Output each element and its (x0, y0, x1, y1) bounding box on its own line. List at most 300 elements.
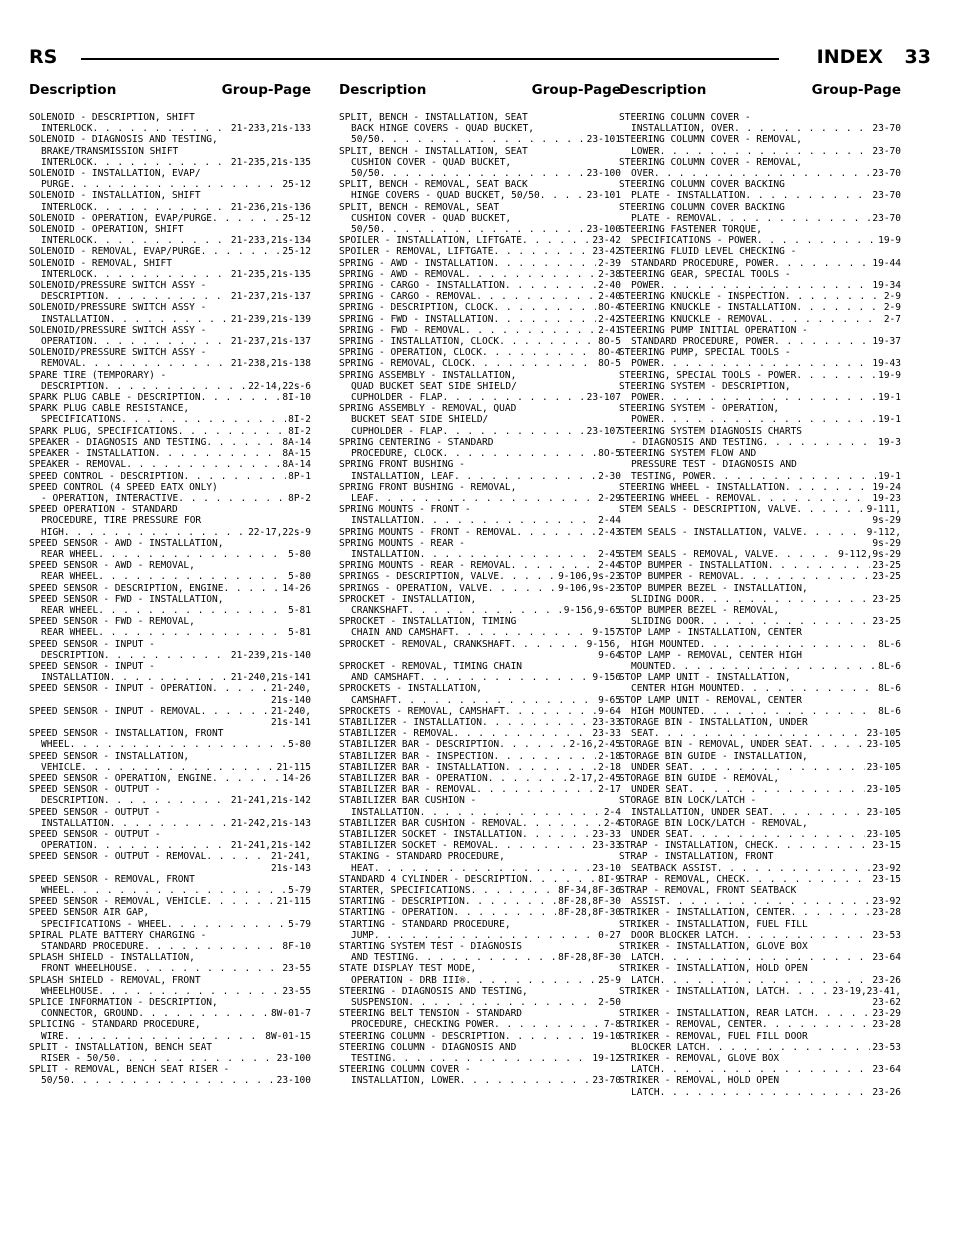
entry-last-line (619, 358, 901, 369)
index-entry (619, 493, 901, 504)
entry-last-line (29, 291, 311, 302)
group-page-ref: 23-107 (586, 392, 621, 404)
group-page-ref: 23-101 (586, 190, 621, 202)
leader-dots (443, 426, 585, 437)
entry-text-line: UNDER SEAT (631, 784, 689, 796)
index-entry (339, 795, 621, 817)
index-entry (619, 1031, 901, 1053)
entry-text-line: STATE DISPLAY TEST MODE, (339, 963, 477, 975)
group-page-ref-continued: 21s-141 (270, 716, 311, 728)
entry-text-line: STANDARD PROCEDURE (41, 941, 144, 953)
index-entry (29, 1042, 311, 1064)
group-page-ref: 9-106,9s-23 (558, 571, 621, 583)
index-entry (29, 930, 311, 952)
entry-last-line (619, 123, 901, 134)
entry-text-line: BLOCKER LATCH (631, 1041, 706, 1053)
group-page-ref: 21-237,21s-137 (230, 336, 311, 348)
entry-last-line (29, 896, 311, 907)
group-page-ref: 23-70 (592, 1075, 621, 1087)
entry-last-line (29, 527, 311, 538)
index-entry (339, 235, 621, 246)
group-page-ref: 2-4 (603, 806, 621, 818)
group-page-ref: 21-240,21s-141 (230, 672, 311, 684)
group-page-ref: 5-81 (288, 627, 311, 639)
group-page-ref: 9-112, (866, 526, 901, 538)
entry-text-line: SPRING - REMOVAL, CLOCK (339, 358, 471, 370)
group-page-ref: 2-9 (883, 291, 901, 303)
group-page-ref: 23-92 (872, 862, 901, 874)
group-page-ref: 8A-14 (282, 459, 311, 471)
group-page-ref: 2-39 (598, 257, 621, 269)
index-entry (29, 851, 311, 873)
index-entry (339, 885, 621, 896)
index-entry (29, 224, 311, 246)
leader-dots (374, 863, 591, 874)
leader-dots (493, 246, 590, 257)
entry-text-line: SPEED SENSOR - OUTPUT - REMOVAL (29, 851, 207, 863)
leader-dots (126, 459, 280, 470)
index-entry (619, 224, 901, 246)
entry-last-line (619, 504, 901, 515)
group-page-ref: 2-44 (598, 515, 621, 527)
group-page-ref-continued: 23-62 (872, 997, 901, 1009)
group-page-ref: 23-105 (866, 739, 901, 751)
leader-dots (739, 571, 870, 582)
entry-last-line (29, 683, 311, 694)
index-entry (29, 874, 311, 896)
group-page-ref: 23-42 (592, 235, 621, 247)
entry-list (29, 112, 311, 1087)
group-page-ref: 5-80 (288, 571, 311, 583)
entry-text-line: SPEED SENSOR - OUTPUT - (29, 784, 161, 796)
group-page-ref: 21-241,21s-142 (230, 840, 311, 852)
entry-last-line (339, 695, 621, 706)
entry-last-line (29, 179, 311, 190)
entry-last-line (619, 661, 901, 672)
entry-last-line (29, 650, 311, 661)
leader-dots (81, 762, 275, 773)
leader-dots (717, 863, 871, 874)
group-page-ref: 23-70 (872, 123, 901, 135)
leader-dots (420, 515, 596, 526)
entry-text-line: STEERING COLUMN COVER - REMOVAL, (619, 156, 803, 168)
group-page-ref: 14-26 (282, 582, 311, 594)
entry-text-line: VEHICLE (41, 761, 82, 773)
entry-last-line (339, 639, 621, 650)
entry-last-line (339, 258, 621, 269)
entry-text-line: DESCRIPTION (41, 291, 104, 303)
entry-text-line: STEERING SYSTEM DIAGNOSIS CHARTS (619, 425, 803, 437)
group-page-ref: 2-50 (598, 997, 621, 1009)
entry-text-line: SPEED SENSOR AIR GAP, (29, 907, 150, 919)
leader-dots (785, 482, 871, 493)
entry-text-line: REAR WHEEL (41, 604, 99, 616)
index-entry (29, 896, 311, 907)
index-entry (29, 594, 311, 616)
entry-last-line (619, 302, 901, 313)
group-page-ref: 2-43 (598, 526, 621, 538)
leader-dots (700, 706, 876, 717)
group-page-ref: 9-156 (592, 672, 621, 684)
entry-last-line (29, 392, 311, 403)
index-entry (339, 504, 621, 526)
entry-text-line: SPROCKET - REMOVAL, CRANKSHAFT (339, 638, 511, 650)
index-entry (339, 784, 621, 795)
entry-text-line: SPECIFICATIONS - POWER (631, 235, 757, 247)
leader-dots (688, 784, 864, 795)
group-page-ref: 21-235,21s-135 (230, 156, 311, 168)
leader-dots (92, 157, 228, 168)
index-entry (619, 482, 901, 493)
group-page-ref: 2-16,2-45 (569, 739, 621, 751)
index-entry (29, 829, 311, 851)
group-page-ref: 9-112,9s-29 (838, 548, 901, 560)
group-page-ref: 9-156,9-65 (563, 604, 621, 616)
group-page-ref: 23-25 (872, 560, 901, 572)
page-title: INDEX (816, 46, 883, 68)
entry-text-line: STRIKER - REMOVAL, FUEL FILL DOOR (619, 1030, 808, 1042)
entry-text-line: STOP LAMP UNIT - INSTALLATION, (619, 672, 791, 684)
leader-dots (700, 616, 871, 627)
group-page-ref: 21-238,21s-138 (230, 358, 311, 370)
leader-dots (70, 739, 287, 750)
entry-text-line: INSTALLATION (41, 672, 110, 684)
entry-text-line: CRANKSHAFT (351, 604, 409, 616)
index-entry (619, 851, 901, 873)
entry-text-line: SPROCKET - INSTALLATION, TIMING (339, 616, 517, 628)
group-page-ref: 9-65 (598, 694, 621, 706)
entry-text-line: STEERING GEAR, SPECIAL TOOLS - (619, 268, 791, 280)
index-entry (339, 527, 621, 538)
entry-text-line: AND CAMSHAFT (351, 672, 420, 684)
entry-text-line: INSTALLATION, OVER (631, 123, 734, 135)
entry-text-line: STRIKER - INSTALLATION, CENTER (619, 907, 791, 919)
index-entry (339, 314, 621, 325)
entry-text-line: STABILIZER BAR - INSTALLATION (339, 761, 505, 773)
index-entry (339, 1031, 621, 1042)
entry-last-line (339, 975, 621, 986)
entry-last-line (29, 795, 311, 806)
leader-dots (70, 885, 287, 896)
leader-dots (104, 291, 229, 302)
entry-last-line (619, 616, 901, 627)
entry-last-line (339, 773, 621, 784)
group-page-ref: 21-233,21s-134 (230, 235, 311, 247)
index-entry (29, 280, 311, 302)
entry-last-line (619, 437, 901, 448)
entry-last-line (619, 336, 901, 347)
entry-text-line: SOLENOID/PRESSURE SWITCH ASSY - (29, 302, 207, 314)
group-page-ref: 23-70 (872, 168, 901, 180)
group-page-ref: 8I-2 (288, 425, 311, 437)
leader-dots (522, 235, 590, 246)
entry-last-line (339, 1019, 621, 1030)
entry-text-line: STEERING WHEEL - INSTALLATION (619, 481, 785, 493)
entry-text-line: AND TESTING (351, 952, 414, 964)
leader-dots (688, 829, 864, 840)
index-entry (29, 403, 311, 425)
entry-last-line (339, 751, 621, 762)
group-page-ref: 2-7 (883, 313, 901, 325)
entry-text-line: WHEEL (41, 739, 70, 751)
group-page-ref: 21-235,21s-135 (230, 268, 311, 280)
group-page-ref: 23-55 (282, 963, 311, 975)
index-entry (29, 751, 311, 773)
index-entry (619, 269, 901, 291)
entry-text-line: STANDARD 4 CYLINDER - DESCRIPTION (339, 873, 528, 885)
index-entry (29, 437, 311, 448)
entry-last-line (339, 807, 621, 818)
leader-dots (740, 683, 876, 694)
entry-text-line: SPRING ASSEMBLY - REMOVAL, QUAD (339, 403, 517, 415)
leader-dots (745, 190, 870, 201)
entry-last-line (339, 168, 621, 179)
entry-text-line: INSTALLATION (351, 548, 420, 560)
entry-last-line (339, 426, 621, 437)
entry-text-line: SEAT (631, 728, 654, 740)
index-entry (619, 751, 901, 773)
entry-last-line (339, 627, 621, 638)
entry-last-line (29, 493, 311, 504)
group-page-ref: 21-241,21s-142 (230, 795, 311, 807)
entry-last-line (29, 246, 311, 257)
leader-dots (98, 986, 280, 997)
entry-last-line (619, 762, 901, 773)
entry-text-line: STRIKER - REMOVAL, GLOVE BOX (619, 1053, 780, 1065)
group-page-ref: 2-38 (598, 268, 621, 280)
leader-dots (110, 314, 229, 325)
entry-text-line: SPRINGS - DESCRIPTION, VALVE (339, 571, 500, 583)
leader-dots (488, 773, 568, 784)
group-page-ref: 8O-5 (598, 448, 621, 460)
group-page-ref: 2-42 (598, 313, 621, 325)
entry-text-line: DOOR BLOCKER LATCH (631, 929, 734, 941)
entry-last-line (619, 493, 901, 504)
index-entry (619, 370, 901, 381)
entry-text-line: SPEED SENSOR - AWD - INSTALLATION, (29, 537, 224, 549)
group-page-ref: 5-81 (288, 604, 311, 616)
entry-text-line: SPLIT, BENCH - REMOVAL, SEAT BACK (339, 179, 528, 191)
index-entry (619, 112, 901, 134)
leader-dots (494, 1019, 602, 1030)
entry-text-line: INSTALLATION, LEAF (351, 470, 454, 482)
entry-text-line: SPRING - INSTALLATION, CLOCK (339, 336, 500, 348)
entry-text-line: LATCH (631, 974, 660, 986)
entry-last-line (339, 493, 621, 504)
entry-text-line: STOP BUMPER BEZEL - REMOVAL, (619, 604, 780, 616)
entry-last-line (29, 571, 311, 582)
leader-dots (460, 1075, 591, 1086)
entry-text-line: CAMSHAFT (351, 694, 397, 706)
index-entry (339, 291, 621, 302)
entry-text-line: OPERATION (41, 840, 93, 852)
entry-last-line (619, 784, 901, 795)
entry-text-line: STRIKER - INSTALLATION, FUEL FILL (619, 918, 808, 930)
entry-last-line (339, 291, 621, 302)
group-page-ref: 19-9 (878, 369, 901, 381)
entry-list (619, 112, 901, 1098)
leader-dots (493, 751, 596, 762)
leader-dots (104, 381, 246, 392)
leader-dots (465, 325, 596, 336)
entry-text-line: HINGE COVERS - QUAD BUCKET, 50/50 (351, 190, 540, 202)
entry-text-line: WIRE (41, 1030, 64, 1042)
group-page-ref: 19-1 (878, 392, 901, 404)
group-page-ref: 19-43 (872, 358, 901, 370)
leader-dots (465, 896, 556, 907)
group-page-ref-continued: 21s-143 (270, 862, 311, 874)
entry-text-line: STEERING KNUCKLE - INSPECTION (619, 291, 785, 303)
group-page-ref: 8I-2 (288, 414, 311, 426)
index-entry (339, 146, 621, 180)
group-page-ref: 2-40 (598, 280, 621, 292)
group-page-ref: 21-239,21s-140 (230, 649, 311, 661)
entry-last-line (619, 986, 901, 997)
group-page-heading: Group-Page (221, 82, 311, 98)
entry-text-line: CUPHOLDER - FLAP (351, 392, 443, 404)
leader-dots (711, 471, 876, 482)
description-heading: Description (619, 82, 707, 98)
entry-text-line: STARTING - OPERATION (339, 907, 454, 919)
leader-dots (380, 168, 585, 179)
entry-last-line (29, 885, 311, 896)
index-entry (339, 571, 621, 582)
entry-last-line (619, 571, 901, 582)
index-entry (339, 459, 621, 481)
leader-dots (488, 583, 556, 594)
entry-text-line: ASSIST (631, 896, 666, 908)
leader-dots (98, 571, 286, 582)
index-entry (29, 728, 311, 750)
leader-dots (178, 493, 286, 504)
entry-last-line (29, 986, 311, 997)
index-entry (339, 325, 621, 336)
leader-dots (660, 146, 871, 157)
entry-text-line: 50/50 (351, 224, 380, 236)
entry-text-line: OPERATION (41, 336, 93, 348)
leader-dots (465, 269, 596, 280)
leader-dots (660, 1064, 871, 1075)
entry-text-line: SPROCKET - INSTALLATION, (339, 593, 477, 605)
entry-text-line: 50/50 (351, 134, 380, 146)
entry-text-line: SPEAKER - INSTALLATION (29, 448, 155, 460)
entry-text-line: STEERING COLUMN COVER - (339, 1064, 471, 1076)
leader-dots (745, 874, 871, 885)
group-page-ref: 19-37 (872, 336, 901, 348)
leader-dots (471, 885, 557, 896)
leader-dots (499, 336, 596, 347)
group-page-ref: 19-12 (592, 1053, 621, 1065)
entry-text-line: STORAGE BIN - INSTALLATION, UNDER (619, 716, 808, 728)
entry-text-line: STEERING SYSTEM - DESCRIPTION, (619, 380, 791, 392)
entry-last-line (339, 571, 621, 582)
leader-dots (808, 739, 865, 750)
leader-dots (374, 493, 596, 504)
leader-dots (734, 930, 870, 941)
group-page-ref: 8P-2 (288, 492, 311, 504)
index-column-3 (619, 82, 901, 1098)
entry-text-line: PRESSURE TEST - DIAGNOSIS AND (631, 459, 797, 471)
leader-dots (201, 706, 269, 717)
entry-text-line: HIGH MOUNTED (631, 705, 700, 717)
group-page-ref: 9-156, (586, 638, 621, 650)
entry-text-line: STEERING FASTENER TORQUE, (619, 224, 762, 236)
leader-dots (493, 302, 596, 313)
group-page-ref: 22-14,22s-6 (248, 380, 311, 392)
leader-dots (505, 1031, 591, 1042)
index-entry (339, 482, 621, 504)
index-entry (29, 213, 311, 224)
group-page-ref: 23-15 (872, 873, 901, 885)
index-entry (339, 437, 621, 459)
entry-last-line (29, 336, 311, 347)
index-entry (619, 504, 901, 526)
entry-last-line (29, 583, 311, 594)
group-page-ref: 19-44 (872, 257, 901, 269)
entry-text-line: SPEED SENSOR - INSTALLATION, FRONT (29, 728, 224, 740)
entry-last-line (339, 930, 621, 941)
leader-dots (98, 605, 286, 616)
entry-last-line (29, 123, 311, 134)
entry-text-line: SPEED SENSOR - INPUT - (29, 638, 155, 650)
index-entry (29, 246, 311, 257)
entry-last-line (339, 896, 621, 907)
entry-text-line: INTERLOCK (41, 268, 93, 280)
entry-last-line (619, 739, 901, 750)
entry-text-line: PLATE - INSTALLATION (631, 190, 746, 202)
entry-text-line: STABILIZER BAR - REMOVAL (339, 784, 477, 796)
entry-text-line: STEERING COLUMN COVER - (619, 112, 751, 123)
index-entry (339, 739, 621, 750)
entry-text-line: HIGH (41, 526, 64, 538)
index-entry (29, 639, 311, 661)
entry-last-line (619, 683, 901, 694)
group-page-ref: 8I-10 (282, 392, 311, 404)
entry-text-line: STEERING FLUID LEVEL CHECKING - (619, 246, 797, 258)
index-entry (29, 807, 311, 829)
entry-text-line: BRAKE/TRANSMISSION SHIFT (41, 145, 179, 157)
index-entry (619, 426, 901, 448)
leader-dots (516, 527, 596, 538)
leader-dots (482, 347, 596, 358)
group-page-ref: 19-3 (878, 436, 901, 448)
leader-dots (408, 605, 562, 616)
entry-text-line: STEERING SYSTEM - OPERATION, (619, 403, 780, 415)
entry-text-line: SPEAKER - DIAGNOSIS AND TESTING (29, 436, 207, 448)
entry-text-line: SPEED OPERATION - STANDARD (29, 504, 178, 516)
group-page-ref: 8L-6 (878, 638, 901, 650)
entry-text-line: STABILIZER BAR - INSPECTION (339, 750, 494, 762)
index-entry (339, 560, 621, 571)
group-page-ref: 23-26 (872, 1086, 901, 1098)
entry-last-line (619, 560, 901, 571)
entry-text-line: POWER (631, 280, 660, 292)
leader-dots (762, 1019, 870, 1030)
index-entry (619, 695, 901, 717)
index-entry (339, 762, 621, 773)
leader-dots (768, 807, 864, 818)
entry-text-line: STORAGE BIN GUIDE - REMOVAL, (619, 772, 780, 784)
entry-last-line (29, 963, 311, 974)
index-entry (29, 661, 311, 683)
leader-dots (528, 874, 596, 885)
entry-last-line (619, 291, 901, 302)
leader-dots (654, 168, 871, 179)
entry-last-line (29, 840, 311, 851)
entry-last-line (339, 762, 621, 773)
leader-dots (773, 840, 870, 851)
page-number: 33 (904, 46, 931, 68)
